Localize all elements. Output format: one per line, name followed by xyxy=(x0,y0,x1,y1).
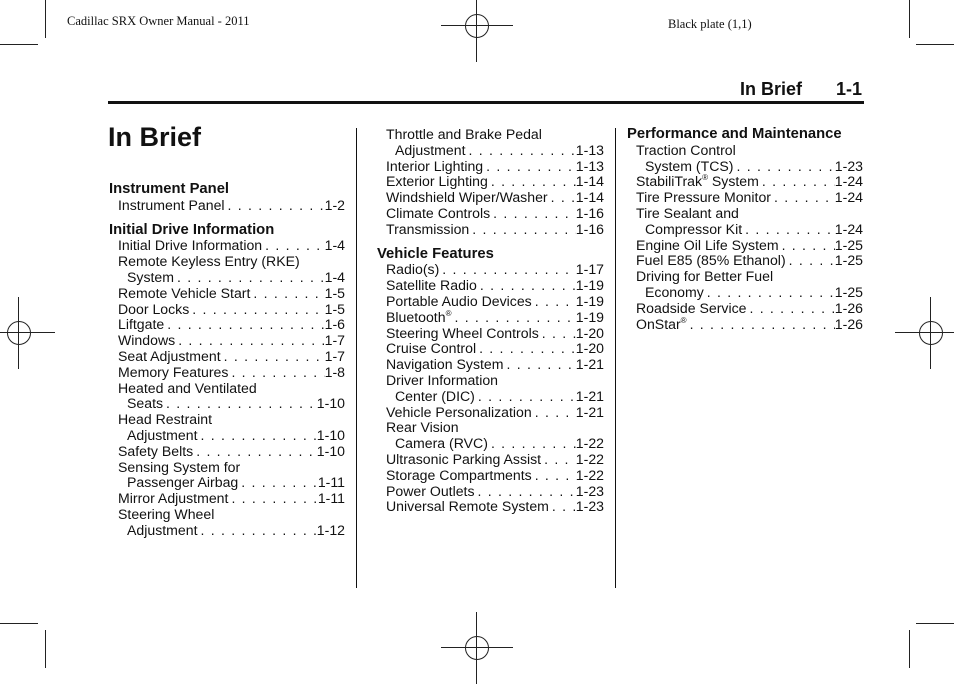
toc-page-number: 1-5 xyxy=(324,300,345,317)
toc-entry[interactable] xyxy=(109,412,345,444)
toc-page-number: 1-23 xyxy=(834,157,863,174)
toc-entry-label xyxy=(118,365,228,381)
toc-entry[interactable] xyxy=(109,381,345,413)
toc-entry-row xyxy=(386,484,604,500)
toc-entry-label-text: Portable Audio Devices xyxy=(386,292,532,309)
column-divider xyxy=(615,128,616,588)
toc-entry[interactable] xyxy=(377,420,604,452)
toc-page-number: 1-14 xyxy=(575,173,604,190)
toc-page-number: 1-16 xyxy=(575,220,604,237)
toc-entry-row xyxy=(386,159,604,175)
crop-mark xyxy=(909,630,910,668)
toc-entry-label-text: Bluetooth xyxy=(386,308,446,325)
toc-entry-label-text: Windows xyxy=(118,332,176,349)
toc-entry-label xyxy=(118,349,221,365)
dot-leader xyxy=(549,499,576,515)
toc-entry-row xyxy=(118,349,345,365)
toc-entry-label-line1: Driving for Better Fuel xyxy=(636,268,774,285)
dot-leader xyxy=(175,333,324,349)
registered-mark: ® xyxy=(702,173,708,183)
dot-leader xyxy=(163,396,317,412)
toc-entry[interactable] xyxy=(377,206,604,222)
toc-page-number: 1-24 xyxy=(834,220,863,237)
toc-entry-label-text: Safety Belts xyxy=(118,442,194,459)
dot-leader xyxy=(759,174,835,190)
dot-leader xyxy=(733,159,834,175)
toc-entry-row xyxy=(118,333,345,349)
dot-leader xyxy=(477,278,576,294)
toc-entry-row xyxy=(386,262,604,278)
toc-page-number: 1-10 xyxy=(316,395,345,412)
toc-entry[interactable] xyxy=(377,174,604,190)
toc-entry-label xyxy=(386,174,488,190)
toc-page-number: 1-23 xyxy=(575,498,604,515)
toc-entry[interactable] xyxy=(377,262,604,278)
dot-leader xyxy=(466,143,576,159)
toc-entry-label-line1: Driver Information xyxy=(386,371,498,388)
toc-entry[interactable] xyxy=(377,357,604,373)
dot-leader xyxy=(532,294,576,310)
toc-entry-row xyxy=(118,317,345,333)
toc-page-number: 1-11 xyxy=(317,490,345,507)
toc-page-number: 1-20 xyxy=(575,340,604,357)
toc-entry-row xyxy=(386,499,604,515)
toc-entry-row xyxy=(636,174,863,190)
toc-entry[interactable] xyxy=(377,326,604,342)
toc-entry-label xyxy=(386,262,439,278)
toc-entry-row xyxy=(636,159,863,175)
toc-entry-label xyxy=(386,159,483,175)
dot-leader xyxy=(198,523,317,539)
dot-leader xyxy=(189,302,324,318)
toc-page-number: 1-26 xyxy=(834,299,863,316)
dot-leader xyxy=(238,475,318,491)
registration-mark-bottom xyxy=(441,612,513,684)
dot-leader xyxy=(439,262,576,278)
toc-entry[interactable] xyxy=(377,294,604,310)
dot-leader xyxy=(504,357,576,373)
toc-entry-label-line1: Remote Keyless Entry (RKE) xyxy=(118,253,300,270)
toc-page-number: 1-23 xyxy=(575,482,604,499)
dot-leader xyxy=(451,310,575,326)
crop-mark xyxy=(0,623,38,624)
toc-page-number: 1-26 xyxy=(834,315,863,332)
section-heading: Instrument Panel xyxy=(109,181,230,197)
toc-entry-label xyxy=(386,468,532,484)
toc-entry-label-line2: Economy xyxy=(645,283,704,300)
dot-leader xyxy=(475,484,576,500)
section-heading: Vehicle Features xyxy=(377,245,494,262)
toc-page-number: 1-7 xyxy=(324,347,345,364)
toc-entry-label-text: Steering Wheel Controls xyxy=(386,324,539,341)
toc-entry[interactable] xyxy=(377,484,604,500)
dot-leader xyxy=(221,349,325,365)
toc-entry[interactable] xyxy=(109,333,345,349)
toc-entry-row xyxy=(386,222,604,238)
dot-leader xyxy=(225,198,325,214)
toc-entry-label-line2: Camera (RVC) xyxy=(395,435,488,452)
toc-entry-label-line1: Heated and Ventilated xyxy=(118,379,257,396)
toc-entry-label-text: Instrument Panel xyxy=(118,196,225,213)
toc-entry-label-text: Transmission xyxy=(386,220,470,237)
toc-entry-label-line2: Adjustment xyxy=(127,426,198,443)
toc-entry-label xyxy=(386,452,541,468)
dot-leader xyxy=(250,286,324,302)
toc-page-number: 1-10 xyxy=(316,426,345,443)
toc-entry-row xyxy=(118,198,345,214)
toc-entry-label-line1: Rear Vision xyxy=(386,419,459,436)
toc-entry-label-text: Roadside Service xyxy=(636,299,747,316)
toc-entry-label xyxy=(386,222,469,238)
toc-entry-label xyxy=(386,341,476,357)
toc-entry-row xyxy=(118,396,345,412)
toc-entry-label xyxy=(386,326,539,342)
dot-leader xyxy=(779,238,835,254)
toc-page-number: 1-6 xyxy=(324,316,345,333)
toc-entry-label-text: Fuel E85 (85% Ethanol) xyxy=(636,252,786,269)
toc-entry-label-text: Windshield Wiper/Washer xyxy=(386,189,548,206)
toc-entry-label-line2: System xyxy=(127,268,174,285)
toc-page-number: 1-12 xyxy=(316,521,345,538)
toc-entry-label-line1: Traction Control xyxy=(636,141,736,158)
dot-leader xyxy=(488,174,576,190)
toc-column-2 xyxy=(377,127,604,515)
toc-entry-label-text: Memory Features xyxy=(118,363,229,380)
toc-entry-row xyxy=(636,190,863,206)
toc-entry-row xyxy=(386,326,604,342)
dot-leader xyxy=(687,317,835,333)
header-rule xyxy=(108,101,864,104)
print-header-plate: Black plate (1,1) xyxy=(668,17,752,31)
toc-entry-label-text: Storage Compartments xyxy=(386,466,532,483)
toc-column-3 xyxy=(627,127,863,332)
dot-leader xyxy=(228,491,317,507)
running-head xyxy=(740,79,862,100)
toc-entry[interactable] xyxy=(377,222,604,238)
dot-leader xyxy=(548,190,576,206)
toc-entry[interactable] xyxy=(627,269,863,301)
toc-page-number: 1-21 xyxy=(575,403,604,420)
toc-page-number: 1-4 xyxy=(324,237,345,254)
toc-entry-label-text: Door Locks xyxy=(118,300,190,317)
toc-page-number: 1-21 xyxy=(575,387,604,404)
toc-page-number: 1-25 xyxy=(834,283,863,300)
toc-entry-label-text: Initial Drive Information xyxy=(118,237,263,254)
dot-leader xyxy=(475,389,576,405)
toc-column-1 xyxy=(109,182,345,539)
toc-page-number: 1-5 xyxy=(324,284,345,301)
dot-leader xyxy=(483,159,576,175)
toc-entry-label-text: StabiliTrak xyxy=(636,173,703,190)
toc-entry-label-text: Exterior Lighting xyxy=(386,173,488,190)
toc-entry[interactable] xyxy=(377,373,604,405)
toc-entry-row xyxy=(118,475,345,491)
toc-entry-label-line1: Steering Wheel xyxy=(118,505,215,522)
toc-entry[interactable] xyxy=(377,452,604,468)
toc-entry[interactable] xyxy=(109,491,345,507)
dot-leader xyxy=(532,405,576,421)
dot-leader xyxy=(193,444,317,460)
toc-page-number: 1-22 xyxy=(575,435,604,452)
toc-page-number: 1-7 xyxy=(324,332,345,349)
toc-entry-label-text: Power Outlets xyxy=(386,482,475,499)
toc-entry-row xyxy=(118,270,345,286)
dot-leader xyxy=(198,428,317,444)
toc-entry-label-text: Seat Adjustment xyxy=(118,347,221,364)
toc-entry-label-text: Radio(s) xyxy=(386,261,440,278)
toc-entry[interactable] xyxy=(377,190,604,206)
toc-entry-label-text: Tire Pressure Monitor xyxy=(636,189,771,206)
toc-entry[interactable] xyxy=(109,349,345,365)
toc-entry-label-text: Navigation System xyxy=(386,356,504,373)
toc-entry-row xyxy=(386,174,604,190)
toc-entry-label xyxy=(118,491,228,507)
toc-entry-row xyxy=(386,452,604,468)
toc-entry-row xyxy=(386,143,604,159)
toc-entry[interactable] xyxy=(627,317,863,333)
toc-entry-row xyxy=(386,436,604,452)
dot-leader xyxy=(228,365,324,381)
toc-page-number: 1-11 xyxy=(317,474,345,491)
toc-page-number: 1-22 xyxy=(575,450,604,467)
toc-entry-row xyxy=(636,301,863,317)
dot-leader xyxy=(262,238,325,254)
toc-entry-label-line1: Tire Sealant and xyxy=(636,204,739,221)
dot-leader xyxy=(490,206,576,222)
toc-entry[interactable] xyxy=(627,206,863,238)
toc-entry-label-text: Vehicle Personalization xyxy=(386,403,532,420)
toc-entry-label-text: Universal Remote System xyxy=(386,498,549,515)
page-title: In Brief xyxy=(108,122,202,152)
toc-entry-label xyxy=(636,190,771,206)
crop-mark xyxy=(909,0,910,38)
toc-entry-label xyxy=(386,499,549,515)
toc-entry-label xyxy=(118,198,225,214)
dot-leader xyxy=(704,285,835,301)
dot-leader xyxy=(539,326,576,342)
section-heading: Initial Drive Information xyxy=(109,221,275,238)
toc-entry-label xyxy=(386,310,451,326)
crop-mark xyxy=(916,623,954,624)
toc-entry[interactable] xyxy=(109,365,345,381)
toc-entry[interactable] xyxy=(109,460,345,492)
toc-entry-row xyxy=(386,468,604,484)
toc-entry-row xyxy=(118,302,345,318)
toc-entry[interactable] xyxy=(109,254,345,286)
toc-entry-label xyxy=(636,238,779,254)
toc-page-number: 1-17 xyxy=(575,261,604,278)
toc-entry-label-line1: Head Restraint xyxy=(118,411,213,428)
toc-entry-label-line1: Throttle and Brake Pedal xyxy=(386,126,542,142)
toc-entry-row xyxy=(636,285,863,301)
toc-entry-row xyxy=(386,294,604,310)
toc-entry-row xyxy=(118,523,345,539)
toc-entry-label-text: Mirror Adjustment xyxy=(118,490,229,507)
dot-leader xyxy=(488,436,576,452)
toc-entry-label xyxy=(386,206,490,222)
toc-entry-row xyxy=(118,365,345,381)
registration-mark-top xyxy=(441,0,513,62)
toc-entry-label-text: OnStar xyxy=(636,315,681,332)
toc-entry-row xyxy=(118,491,345,507)
toc-page-number: 1-10 xyxy=(316,442,345,459)
toc-entry[interactable] xyxy=(627,190,863,206)
toc-entry[interactable] xyxy=(377,278,604,294)
toc-entry-row xyxy=(636,238,863,254)
toc-entry-row xyxy=(386,389,604,405)
toc-entry[interactable] xyxy=(109,238,345,254)
toc-entry[interactable] xyxy=(627,238,863,254)
toc-page-number: 1-24 xyxy=(834,173,863,190)
toc-page-number: 1-14 xyxy=(575,189,604,206)
toc-entry-label xyxy=(118,444,193,460)
toc-entry-label-line2: Passenger Airbag xyxy=(127,474,239,491)
toc-page-number: 1-2 xyxy=(324,196,345,213)
toc-entry-label xyxy=(386,484,475,500)
toc-entry[interactable] xyxy=(109,286,345,302)
toc-entry-row xyxy=(636,222,863,238)
toc-entry-label-text: Climate Controls xyxy=(386,204,491,221)
toc-entry[interactable] xyxy=(627,174,863,190)
running-head-page: 1-1 xyxy=(835,79,862,99)
toc-entry[interactable] xyxy=(377,127,604,159)
dot-leader xyxy=(174,270,325,286)
toc-entry-label-text: Liftgate xyxy=(118,316,165,333)
toc-entry-label xyxy=(118,302,189,318)
toc-page-number: 1-13 xyxy=(575,157,604,174)
toc-entry-label-text: Cruise Control xyxy=(386,340,477,357)
dot-leader xyxy=(476,341,576,357)
toc-entry-row xyxy=(386,206,604,222)
toc-entry[interactable] xyxy=(627,143,863,175)
toc-entry[interactable] xyxy=(109,317,345,333)
toc-entry-label-line2: Seats xyxy=(127,395,164,412)
toc-page-number: 1-21 xyxy=(575,356,604,373)
toc-entry-row xyxy=(636,253,863,269)
toc-entry[interactable] xyxy=(109,198,345,214)
toc-entry-label-text: Engine Oil Life System xyxy=(636,236,779,253)
section-heading: Performance and Maintenance xyxy=(627,126,842,142)
toc-page-number: 1-19 xyxy=(575,308,604,325)
crop-mark xyxy=(916,44,954,45)
toc-entry-row xyxy=(118,238,345,254)
toc-entry[interactable] xyxy=(377,159,604,175)
toc-entry-row xyxy=(386,357,604,373)
toc-page-number: 1-20 xyxy=(575,324,604,341)
toc-entry-label xyxy=(118,286,250,302)
toc-entry-row xyxy=(118,428,345,444)
dot-leader xyxy=(786,253,835,269)
toc-entry-label-line2: System (TCS) xyxy=(645,157,734,174)
toc-entry-label xyxy=(386,357,504,373)
toc-entry-label-line1: Sensing System for xyxy=(118,458,241,475)
toc-entry-label xyxy=(118,238,262,254)
dot-leader xyxy=(469,222,576,238)
toc-entry[interactable] xyxy=(377,341,604,357)
dot-leader xyxy=(532,468,576,484)
toc-entry-label xyxy=(118,317,164,333)
toc-entry-label-line2: Center (DIC) xyxy=(395,387,475,404)
crop-mark xyxy=(45,630,46,668)
toc-entry[interactable] xyxy=(377,310,604,326)
toc-entry[interactable] xyxy=(627,253,863,269)
toc-entry[interactable] xyxy=(109,302,345,318)
toc-entry-label xyxy=(636,317,687,333)
dot-leader xyxy=(746,301,834,317)
dot-leader xyxy=(541,452,576,468)
toc-entry-label xyxy=(386,190,548,206)
toc-entry-row xyxy=(386,190,604,206)
running-head-section: In Brief xyxy=(739,79,802,99)
toc-entry-label-line2: Compressor Kit xyxy=(645,220,743,237)
toc-entry-label-text: Remote Vehicle Start xyxy=(118,284,251,301)
toc-page-number: 1-4 xyxy=(324,268,345,285)
toc-page-number: 1-22 xyxy=(575,466,604,483)
toc-entry-label xyxy=(386,405,532,421)
toc-page-number: 1-24 xyxy=(834,189,863,206)
toc-entry-row xyxy=(386,405,604,421)
toc-entry-row xyxy=(386,341,604,357)
toc-page-number: 1-16 xyxy=(575,204,604,221)
toc-entry-label-text: Interior Lighting xyxy=(386,157,484,174)
toc-entry-label-text: Satellite Radio xyxy=(386,277,477,294)
toc-entry-row xyxy=(636,317,863,333)
crop-mark xyxy=(0,44,38,45)
toc-entry[interactable] xyxy=(377,405,604,421)
dot-leader xyxy=(742,222,835,238)
toc-entry-label-text: Ultrasonic Parking Assist xyxy=(386,450,542,467)
registered-mark: ® xyxy=(680,315,687,325)
print-header-title: Cadillac SRX Owner Manual - 2011 xyxy=(67,14,250,28)
toc-entry-label xyxy=(636,253,786,269)
toc-entry[interactable] xyxy=(377,499,604,515)
toc-entry[interactable] xyxy=(627,301,863,317)
toc-page-number: 1-19 xyxy=(575,277,604,294)
toc-entry[interactable] xyxy=(377,468,604,484)
toc-entry-row xyxy=(118,286,345,302)
toc-entry[interactable] xyxy=(109,444,345,460)
toc-entry-row xyxy=(386,278,604,294)
toc-entry-label-line2: Adjustment xyxy=(395,141,466,158)
toc-entry-label xyxy=(386,294,532,310)
toc-entry-label xyxy=(636,301,746,317)
toc-entry-row xyxy=(118,444,345,460)
toc-entry-label-suffix: System xyxy=(707,173,759,190)
column-divider xyxy=(356,128,357,588)
toc-page-number: 1-8 xyxy=(324,363,345,380)
toc-entry-label xyxy=(636,174,759,190)
toc-entry-label xyxy=(386,278,477,294)
toc-entry-label xyxy=(118,333,175,349)
dot-leader xyxy=(164,317,324,333)
toc-entry[interactable] xyxy=(109,507,345,539)
registration-mark-right xyxy=(895,297,954,369)
registration-mark-left xyxy=(0,297,55,369)
registered-mark: ® xyxy=(445,308,452,318)
toc-page-number: 1-25 xyxy=(834,252,863,269)
toc-entry-label-line2: Adjustment xyxy=(127,521,198,538)
toc-page-number: 1-25 xyxy=(834,236,863,253)
toc-page-number: 1-19 xyxy=(575,292,604,309)
dot-leader xyxy=(771,190,835,206)
toc-page-number: 1-13 xyxy=(575,141,604,158)
toc-entry-row xyxy=(386,310,604,326)
crop-mark xyxy=(45,0,46,38)
